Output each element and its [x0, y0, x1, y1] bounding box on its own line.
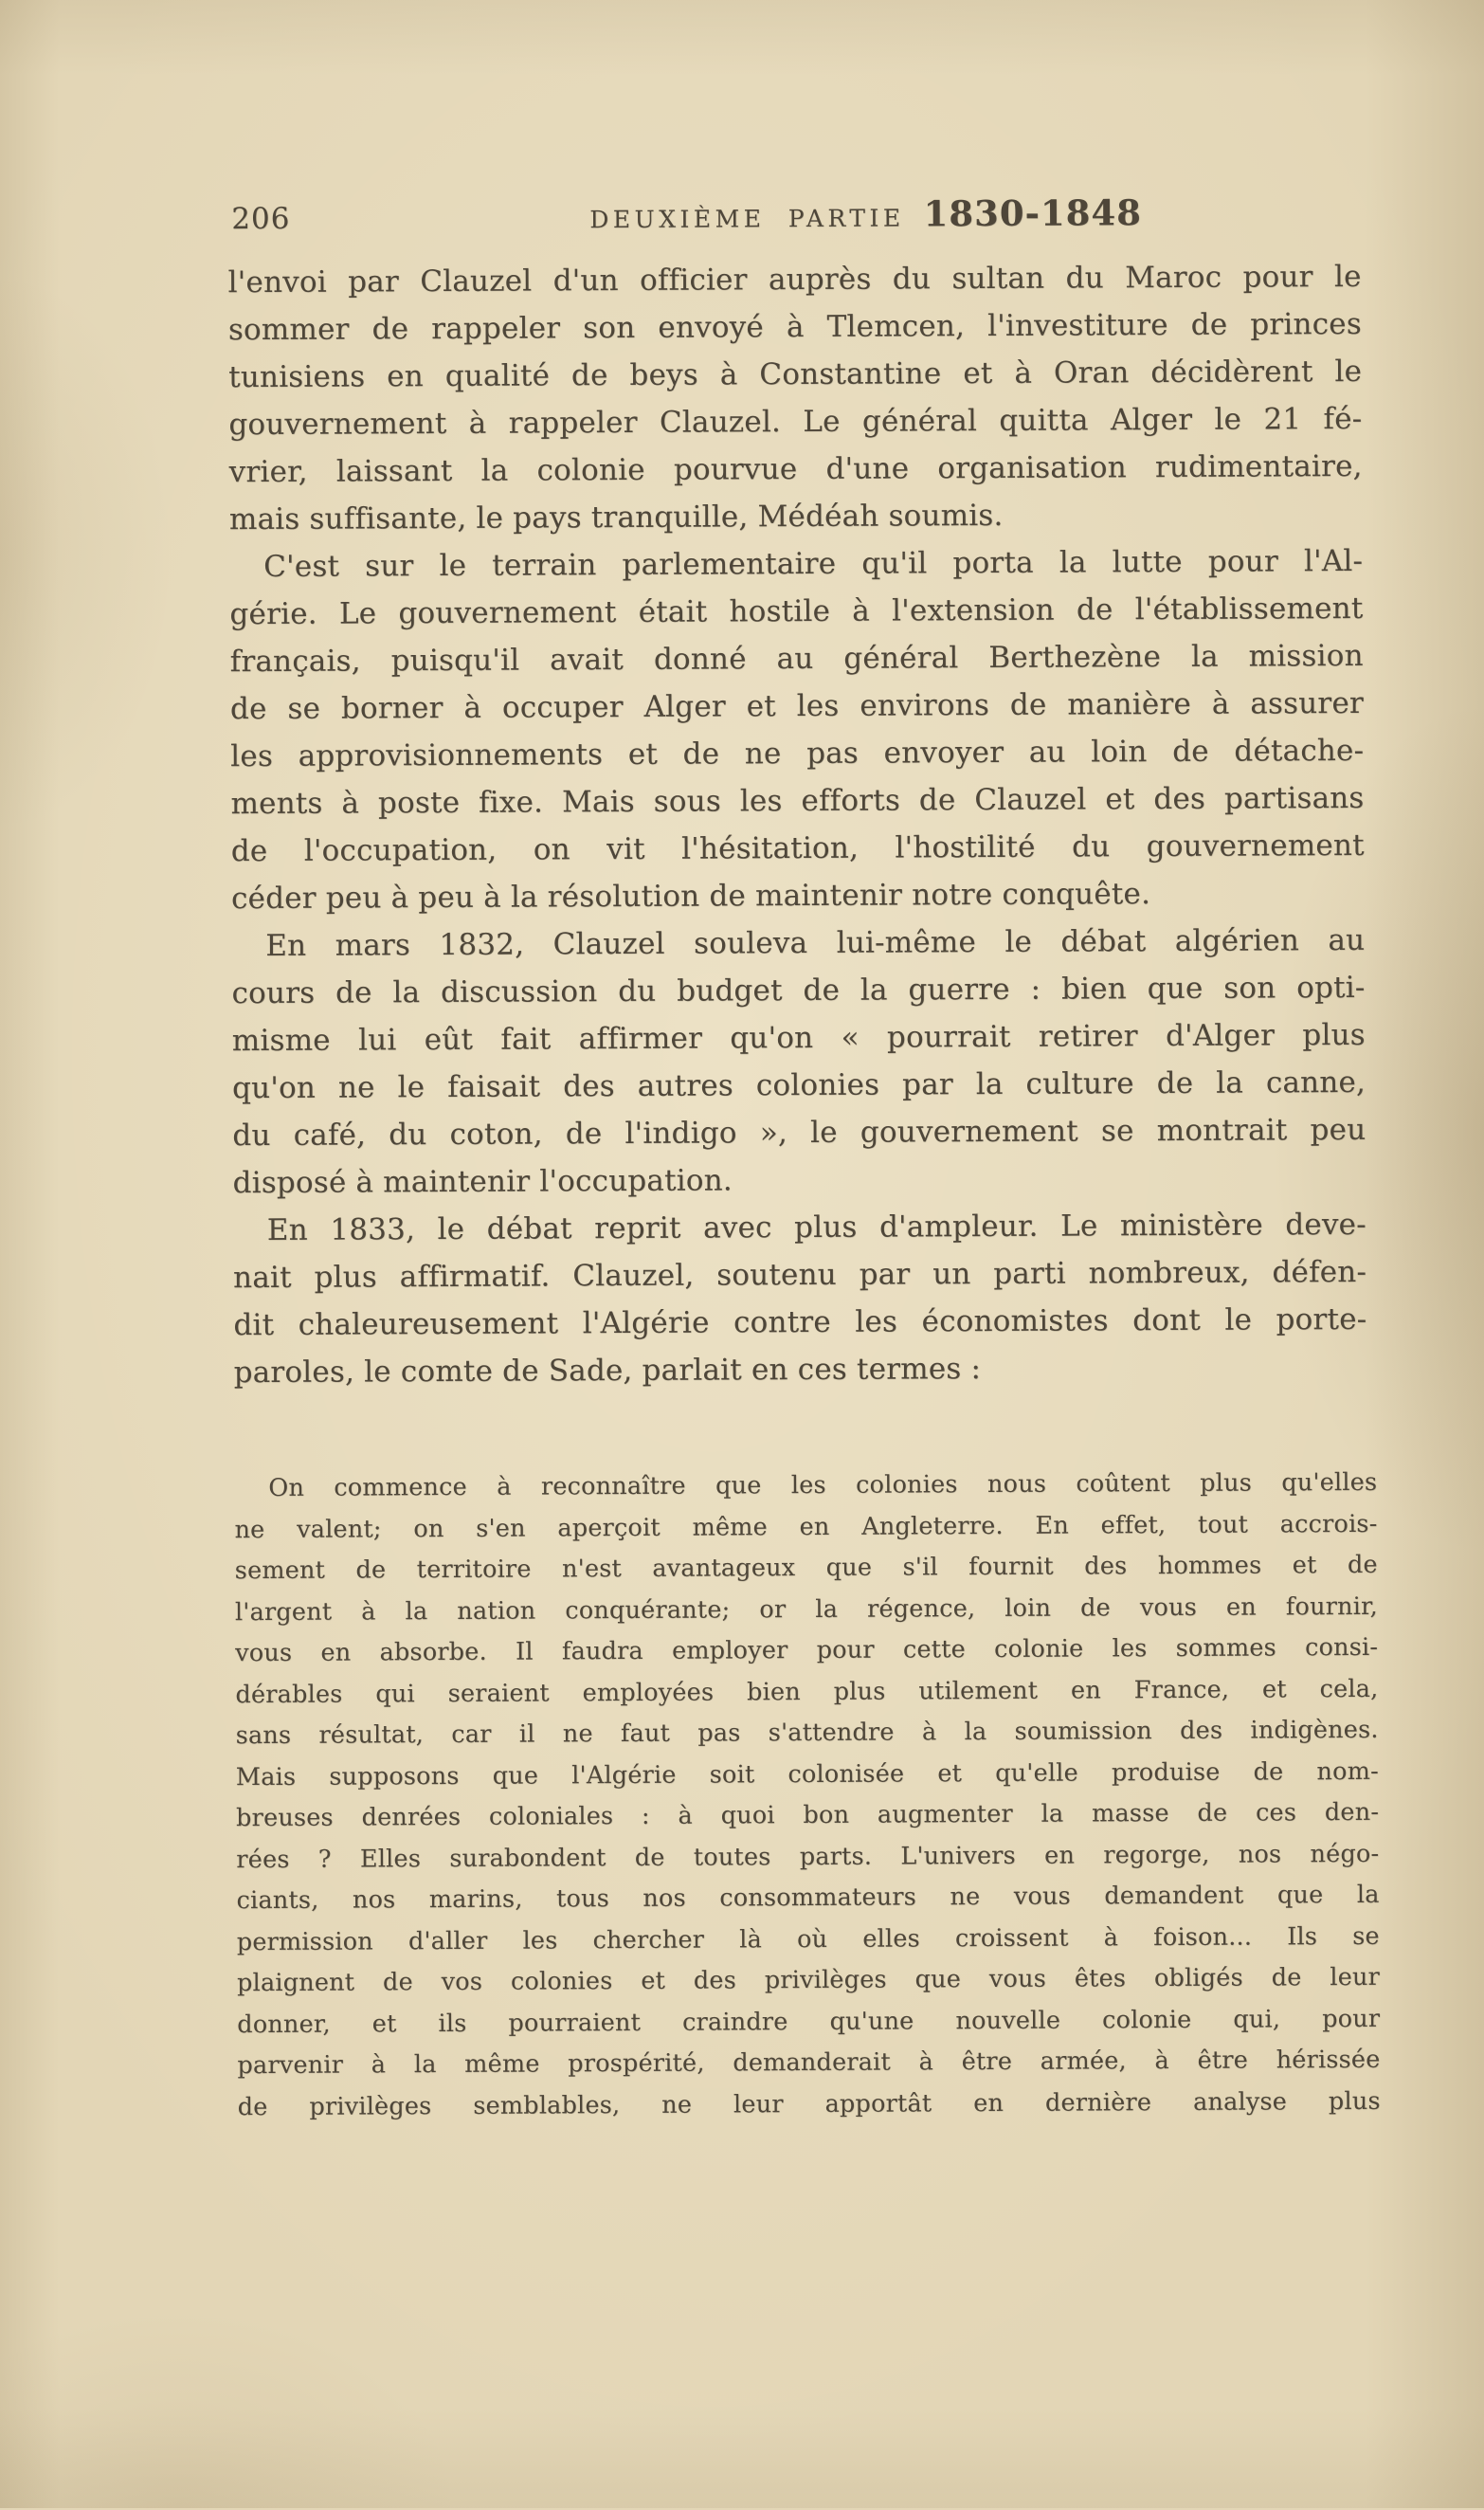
text-line: plaignent de vos colonies et des privilèges que vous êtes obligés de leur	[236, 1962, 1381, 1998]
text-line: parvenir à la même prospérité, demanderait à être armée, à être hérissée	[237, 2045, 1381, 2081]
text-line: tunisiens en qualité de beys à Constantine et à Oran décidèrent le	[228, 354, 1363, 395]
text-line: ne valent; on s'en aperçoit même en Angleterre. En effet, tout accrois-	[234, 1509, 1378, 1544]
text-line: En mars 1832, Clauzel souleva lui-même le débat algérien au	[265, 922, 1366, 963]
text-line: sommer de rappeler son envoyé à Tlemcen, l'investiture de princes	[227, 306, 1362, 348]
text-line: gérie. Le gouvernement était hostile à l'extension de l'établissement	[229, 591, 1364, 632]
paragraph	[229, 537, 1365, 922]
text-line: ciants, nos marins, tous nos consommateurs ne vous demandent que la	[236, 1880, 1380, 1916]
text-line: ments à poste fixe. Mais sous les efforts de Clauzel et des partisans	[230, 780, 1365, 822]
text-line: C'est sur le terrain parlementaire qu'il porta la lutte pour l'Al-	[263, 543, 1364, 584]
text-line: l'argent à la nation conquérante; or la régence, loin de vous en fournir,	[234, 1591, 1379, 1627]
text-line: dérables qui seraient employées bien plus utilement en France, et cela,	[235, 1674, 1379, 1709]
text-line: breuses denrées coloniales : à quoi bon augmenter la masse de ces den-	[236, 1797, 1380, 1833]
text-line: vous en absorbe. Il faudra employer pour cette colonie les sommes consi-	[235, 1632, 1379, 1668]
paragraph	[231, 917, 1366, 1207]
text-line: permission d'aller les chercher là où elles croissent à foison... Ils se	[236, 1921, 1380, 1956]
text-line: Mais supposons que l'Algérie soit colonisée et qu'elle produise de nom-	[235, 1756, 1379, 1792]
text-line: nait plus affirmatif. Clauzel, soutenu par un parti nombreux, défen-	[233, 1254, 1367, 1296]
text-line: du café, du coton, de l'indigo », le gouvernement se montrait peu	[232, 1112, 1366, 1154]
text-line: de privilèges semblables, ne leur apportât en dernière analyse plus	[237, 2086, 1381, 2121]
running-head-years: 1830-1848	[923, 191, 1143, 235]
text-line: On commence à reconnaître que les colonies nous coûtent plus qu'elles	[268, 1467, 1378, 1502]
text-line: de l'occupation, on vit l'hésitation, l'hostilité du gouvernement	[230, 828, 1365, 869]
text-line: gouvernement à rappeler Clauzel. Le général quitta Alger le 21 fé-	[228, 401, 1363, 443]
text-line: de se borner à occuper Alger et les environs de manière à assurer	[229, 685, 1365, 727]
text-line: qu'on ne le faisait des autres colonies par la culture de la canne,	[231, 1064, 1366, 1106]
page-number: 206	[231, 201, 291, 237]
quote-block	[234, 1463, 1381, 2128]
text-line: dit chaleureusement l'Algérie contre les économistes dont le porte-	[233, 1301, 1367, 1343]
text-line: mais suffisante, le pays tranquille, Médéah soumis.	[228, 498, 1004, 537]
text-line: français, puisqu'il avait donné au général Berthezène la mission	[229, 638, 1364, 680]
text-line: paroles, le comte de Sade, parlait en ces termes :	[233, 1352, 982, 1391]
text-line: cours de la discussion du budget de la guerre : bien que son opti-	[231, 970, 1366, 1011]
text-line: En 1833, le débat reprit avec plus d'ampleur. Le ministère deve-	[266, 1207, 1366, 1247]
text-line: les approvisionnements et de ne pas envoyer au loin de détache-	[230, 733, 1365, 774]
running-head	[589, 191, 1142, 236]
text-line: l'envoi par Clauzel d'un officier auprès du sultan du Maroc pour le	[227, 259, 1362, 300]
text-line: rées ? Elles surabondent de toutes parts. L'univers en regorge, nos négo-	[236, 1839, 1380, 1874]
text-line: vrier, laissant la colonie pourvue d'une organisation rudimentaire,	[228, 448, 1363, 490]
running-head-title: DEUXIÈME PARTIE	[589, 204, 905, 234]
text-line: donner, et ils pourraient craindre qu'une nouvelle colonie qui, pour	[237, 2004, 1381, 2039]
text-line: sement de territoire n'est avantageux que s'il fournit des hommes et de	[234, 1550, 1378, 1586]
paragraph	[234, 1463, 1381, 2128]
paragraph	[233, 1201, 1367, 1396]
text-line: disposé à maintenir l'occupation.	[232, 1163, 733, 1201]
text-line: misme lui eût fait affirmer qu'on « pourrait retirer d'Alger plus	[231, 1017, 1366, 1059]
text-line: céder peu à peu à la résolution de maintenir notre conquête.	[230, 877, 1151, 917]
paragraph	[228, 253, 1364, 543]
text-line: sans résultat, car il ne faut pas s'attendre à la soumission des indigènes.	[235, 1715, 1379, 1751]
body-text	[228, 253, 1367, 1396]
